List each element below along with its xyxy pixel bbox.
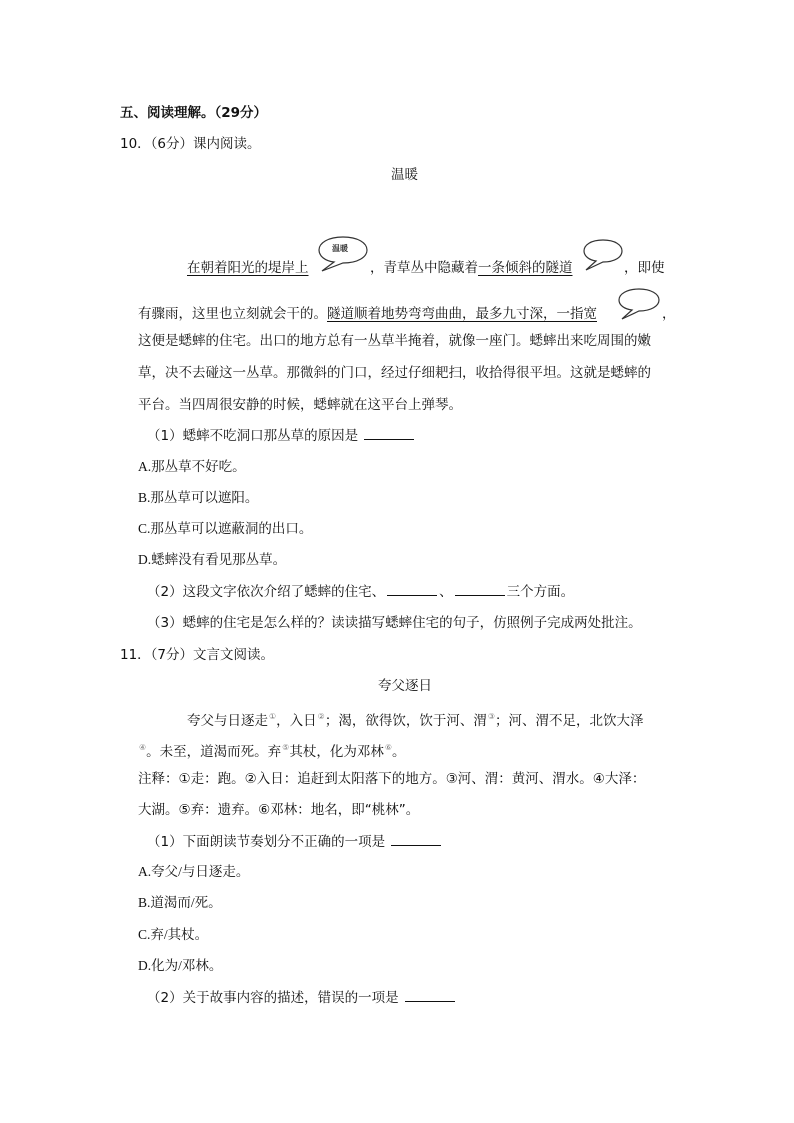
q10-sub1: [147, 425, 416, 446]
underlined-phrase: 隧道顺着地势弯弯曲曲，最多九寸深，一指宽: [327, 306, 597, 322]
q10-option-d[interactable]: D.蟋蟀没有看见那丛草。: [138, 552, 287, 567]
passage-line-1-end: ，即使: [624, 260, 665, 276]
question-10-header: 10．（6分）课内阅读。: [120, 136, 261, 152]
q10-sub2: [147, 581, 574, 602]
classical-text: 其杖，化为邓林: [289, 744, 384, 760]
question-text: （1）下面朗读节奏划分不正确的一项是: [147, 834, 386, 850]
classical-text: ；河、渭不足，北饮大泽: [495, 713, 644, 729]
classical-text-line-2: [138, 738, 406, 762]
q10-sub3: （3）蟋蟀的住宅是怎么样的？读读描写蟋蟀住宅的句子，仿照例子完成两处批注。: [147, 615, 642, 631]
speech-bubble-icon: [616, 286, 662, 322]
passage-title-wennuan: 温暖: [391, 167, 418, 183]
footnote-marker: ④: [139, 743, 147, 752]
answer-blank[interactable]: [405, 987, 455, 1002]
underlined-phrase: 在朝着阳光的堤岸上: [187, 260, 309, 276]
passage-text: ，青草丛中隐藏着: [370, 260, 478, 276]
footnote-marker: ⑤: [282, 743, 290, 752]
passage-line-1-mid: [370, 258, 573, 278]
answer-blank[interactable]: [391, 831, 441, 846]
question-text: （2）这段文字依次介绍了蟋蟀的住宅、: [147, 584, 386, 600]
q10-option-c[interactable]: C.那丛草可以遮蔽洞的出口。: [138, 521, 313, 536]
q10-option-b[interactable]: B.那丛草可以遮阳。: [138, 490, 259, 505]
annotation-bubble-3: [616, 286, 662, 322]
passage-line-3: 这便是蟋蟀的住宅。出口的地方总有一丛草半掩着，就像一座门。蟋蟀出来吃周围的嫩: [138, 333, 651, 349]
answer-blank[interactable]: [455, 581, 505, 596]
answer-blank[interactable]: [364, 425, 414, 440]
annotation-bubble-label: 温暖: [332, 243, 348, 253]
q10-option-a[interactable]: A.那丛草不好吃。: [138, 459, 246, 474]
passage-text: 有骤雨，这里也立刻就会干的。: [138, 306, 327, 322]
passage-line-2: [138, 304, 597, 324]
footnote-marker: ③: [487, 712, 496, 721]
notes-line-1: 注释：①走：跑。②入日：追赶到太阳落下的地方。③河、渭：黄河、渭水。④大泽：: [138, 771, 646, 787]
classical-text: ，入日: [276, 713, 317, 729]
classical-text: 夸父与日逐走: [187, 713, 268, 729]
question-text: （1）蟋蟀不吃洞口那丛草的原因是: [147, 428, 359, 444]
classical-text: 。未至，道渴而死。弃: [146, 744, 282, 760]
passage-line-1: [187, 258, 309, 278]
section-title: 五、阅读理解。（29分）: [120, 105, 268, 121]
footnote-marker: ②: [317, 712, 325, 721]
passage-line-4: 草，决不去碰这一丛草。那微斜的门口，经过仔细耙扫，收拾得很平坦。这就是蟋蟀的: [138, 365, 651, 381]
speech-bubble-icon: [581, 237, 625, 273]
q11-option-a[interactable]: A.夸父/与日逐走。: [138, 864, 250, 879]
annotation-bubble-1: [316, 234, 370, 274]
q11-sub1: [147, 831, 443, 852]
q11-sub2: [147, 987, 457, 1008]
passage-line-2-end: ，: [662, 306, 676, 322]
passage-line-5: 平台。当四周很安静的时候，蟋蟀就在这平台上弹琴。: [138, 397, 462, 413]
answer-blank[interactable]: [387, 581, 437, 596]
separator-text: 、: [439, 584, 453, 600]
question-text: 三个方面。: [506, 584, 575, 600]
q11-option-c[interactable]: C.弃/其杖。: [138, 927, 209, 942]
q11-option-d[interactable]: D.化为/邓林。: [138, 958, 223, 973]
classical-text-line-1: [187, 707, 644, 731]
footnote-marker: ⑥: [384, 743, 393, 752]
annotation-bubble-2: [581, 237, 625, 273]
speech-bubble-icon: [316, 234, 370, 274]
footnote-marker: ①: [269, 712, 277, 721]
classical-text: 。: [392, 744, 406, 760]
notes-line-2: 大湖。⑤弃：遗弃。⑥邓林：地名，即“桃林”。: [138, 802, 420, 818]
passage-title-kuafu: 夸父逐日: [378, 678, 432, 694]
question-text: （2）关于故事内容的描述，错误的一项是: [147, 990, 399, 1006]
classical-text: ；渴，欲得饮，饮于河、渭: [324, 713, 487, 729]
underlined-phrase: 一条倾斜的隧道: [478, 260, 573, 276]
question-11-header: 11．（7分）文言文阅读。: [120, 647, 275, 663]
q11-option-b[interactable]: B.道渴而/死。: [138, 895, 222, 910]
